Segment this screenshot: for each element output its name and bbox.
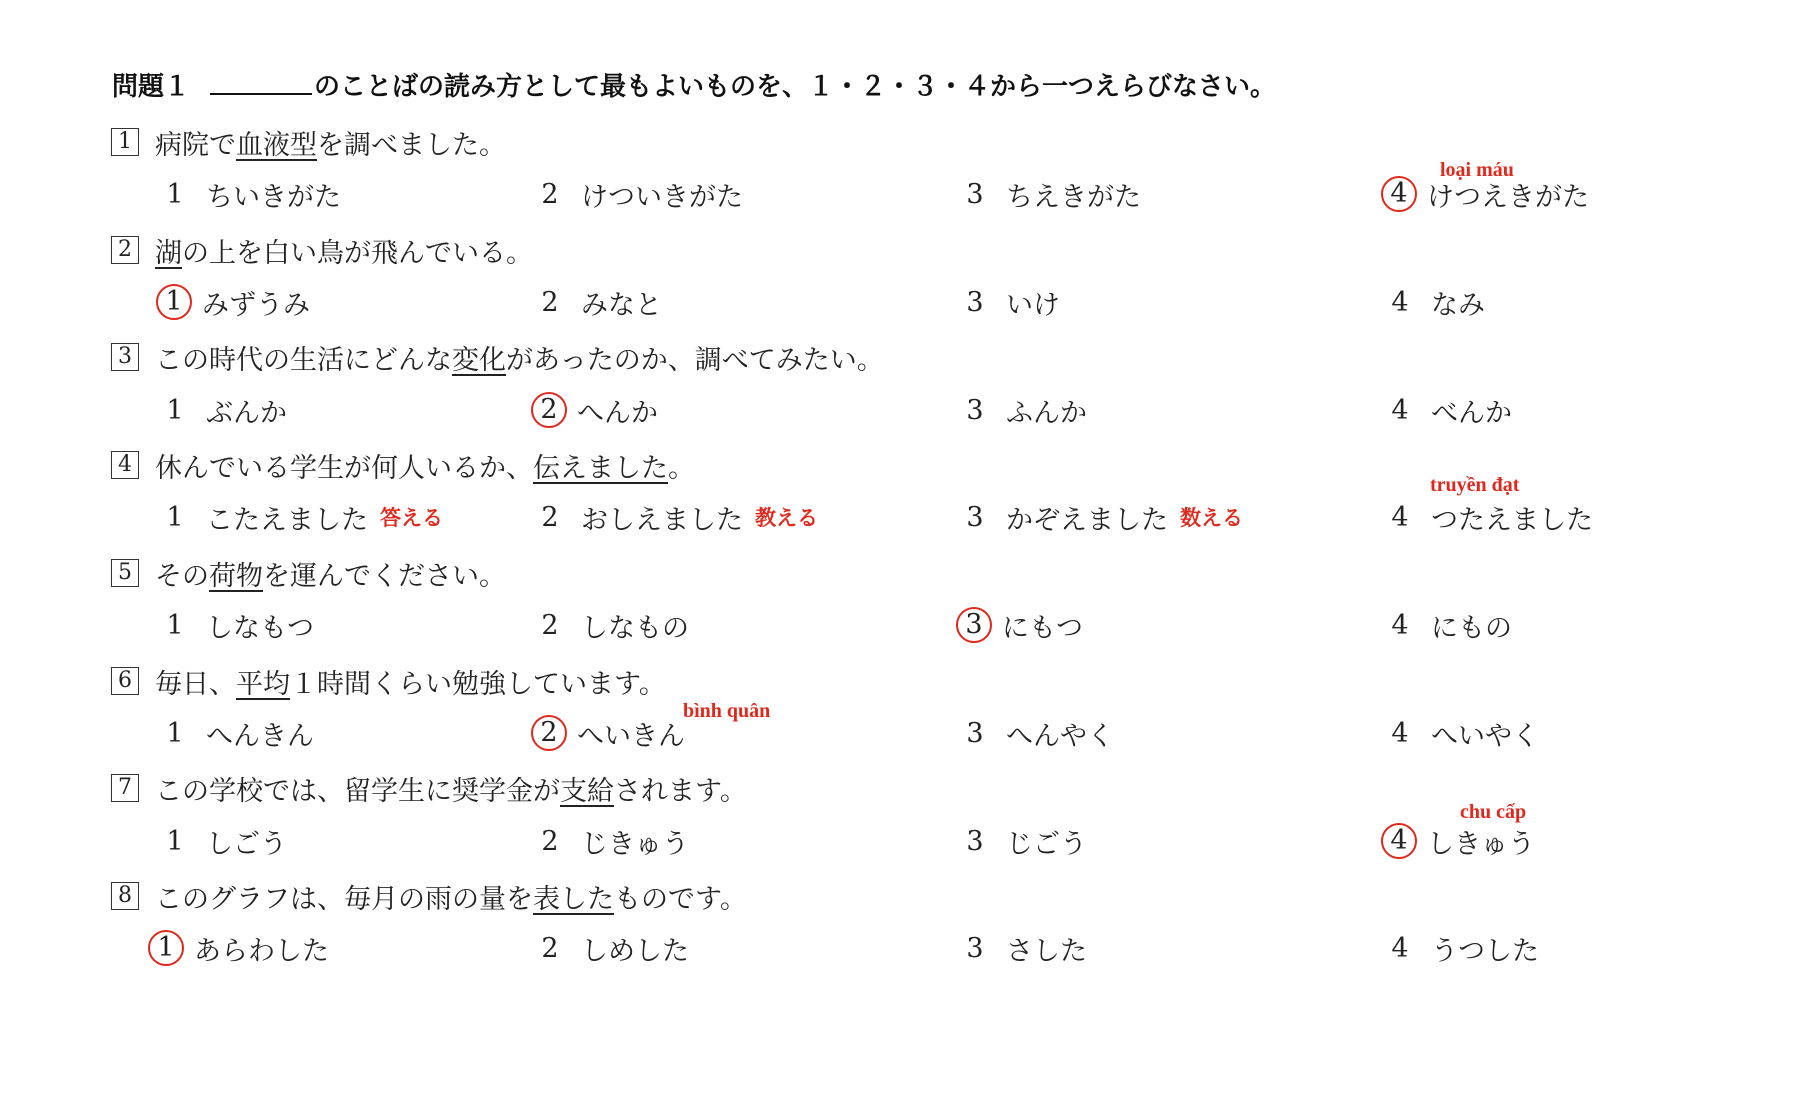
- option-8-4[interactable]: [1385, 928, 1539, 968]
- option-6-3[interactable]: [960, 713, 1114, 753]
- option-text: こたえました: [206, 504, 368, 536]
- question-8: [111, 876, 747, 916]
- option-2-2[interactable]: [535, 282, 662, 322]
- option-number-circled: 4: [1381, 823, 1417, 859]
- option-4-2[interactable]: [535, 497, 818, 537]
- option-number-circled: 2: [531, 715, 567, 751]
- question-number-box: 2: [111, 236, 139, 264]
- option-3-1[interactable]: [160, 390, 287, 430]
- option-8-3[interactable]: [960, 928, 1087, 968]
- option-text: ちいきがた: [206, 181, 341, 213]
- question-text-pre: この時代の生活にどんな: [155, 344, 452, 376]
- kanji-annotation: 数える: [1180, 506, 1243, 530]
- question-number-box: 4: [111, 451, 139, 479]
- question-text-pre: 休んでいる学生が何人いるか、: [155, 452, 533, 484]
- option-number-circled: 4: [1381, 176, 1417, 212]
- option-8-1[interactable]: [152, 928, 329, 968]
- question-7: [111, 768, 747, 808]
- option-text: かぞえました: [1006, 504, 1168, 536]
- question-text-pre: 病院で: [155, 129, 236, 161]
- option-4-3[interactable]: [960, 497, 1243, 537]
- option-text: ちえきがた: [1006, 181, 1141, 213]
- option-6-1[interactable]: [160, 713, 314, 753]
- question-3: [111, 337, 884, 377]
- option-number-circled: 1: [156, 284, 192, 320]
- instruction-text: のことばの読み方として最もよいものを、１・２・３・４から一つえらびなさい。: [314, 72, 1277, 102]
- option-number: 1: [166, 717, 184, 749]
- question-text-post: ものです。: [614, 883, 747, 915]
- option-number: 2: [541, 286, 559, 318]
- option-number: 3: [966, 178, 984, 210]
- question-1: [111, 122, 506, 162]
- question-4: [111, 445, 695, 485]
- question-text-post: 。: [668, 452, 695, 484]
- option-text: しきゅう: [1427, 828, 1535, 860]
- option-text: うつした: [1431, 935, 1539, 967]
- instruction-heading: [112, 66, 1276, 103]
- translation-note-1: loại máu: [1440, 159, 1514, 181]
- option-text: へんきん: [206, 720, 314, 752]
- question-target-word: 表した: [533, 883, 614, 915]
- option-number: 3: [966, 286, 984, 318]
- option-number: 2: [541, 825, 559, 857]
- question-text-post: の上を白い鳥が飛んでいる。: [182, 237, 533, 269]
- blank-line: [210, 71, 312, 95]
- option-number: 4: [1391, 501, 1409, 533]
- option-number: 3: [966, 717, 984, 749]
- question-text-pre: この学校では、留学生に奨学金が: [155, 775, 560, 807]
- option-text: へんやく: [1006, 720, 1114, 752]
- option-7-4[interactable]: [1385, 821, 1535, 861]
- option-number: 2: [541, 501, 559, 533]
- option-text: にもつ: [1002, 612, 1083, 644]
- option-number: 3: [966, 394, 984, 426]
- option-5-4[interactable]: [1385, 605, 1512, 645]
- option-1-1[interactable]: [160, 174, 341, 214]
- option-number: 2: [541, 178, 559, 210]
- option-5-3[interactable]: [960, 605, 1083, 645]
- option-number: 4: [1391, 394, 1409, 426]
- option-number: 3: [966, 825, 984, 857]
- option-text: なみ: [1431, 289, 1485, 321]
- option-number: 1: [166, 394, 184, 426]
- option-5-1[interactable]: [160, 605, 314, 645]
- option-5-2[interactable]: [535, 605, 689, 645]
- option-3-2[interactable]: [535, 390, 658, 430]
- option-number-circled: 2: [531, 392, 567, 428]
- question-number-box: 7: [111, 774, 139, 802]
- question-number-box: 5: [111, 559, 139, 587]
- question-target-word: 湖: [155, 237, 182, 269]
- option-6-2[interactable]: [535, 713, 685, 753]
- option-number-circled: 3: [956, 607, 992, 643]
- option-3-4[interactable]: [1385, 390, 1512, 430]
- option-number: 2: [541, 932, 559, 964]
- option-text: じきゅう: [581, 828, 689, 860]
- question-number-box: 6: [111, 667, 139, 695]
- question-target-word: 血液型: [236, 129, 317, 161]
- option-number: 1: [166, 609, 184, 641]
- option-text: ふんか: [1006, 397, 1087, 429]
- question-5: [111, 553, 506, 593]
- option-number: 1: [166, 501, 184, 533]
- option-7-1[interactable]: [160, 821, 287, 861]
- option-text: べんか: [1431, 397, 1512, 429]
- question-text-post: を運んでください。: [263, 560, 506, 592]
- option-text: しなもつ: [206, 612, 314, 644]
- question-target-word: 荷物: [209, 560, 263, 592]
- option-7-2[interactable]: [535, 821, 689, 861]
- kanji-annotation: 教える: [755, 506, 818, 530]
- option-number: 4: [1391, 717, 1409, 749]
- option-1-2[interactable]: [535, 174, 743, 214]
- question-target-word: 伝えました: [533, 452, 668, 484]
- option-text: へいきん: [577, 720, 685, 752]
- question-text-pre: このグラフは、毎月の雨の量を: [155, 883, 533, 915]
- option-number-circled: 1: [148, 930, 184, 966]
- option-text: みなと: [581, 289, 662, 321]
- option-text: しめした: [581, 935, 689, 967]
- option-text: いけ: [1006, 289, 1060, 321]
- option-number: 4: [1391, 286, 1409, 318]
- option-text: さした: [1006, 935, 1087, 967]
- option-number: 2: [541, 609, 559, 641]
- option-8-2[interactable]: [535, 928, 689, 968]
- option-2-1[interactable]: [160, 282, 310, 322]
- option-text: おしえました: [581, 504, 743, 536]
- option-number: 3: [966, 501, 984, 533]
- translation-note-4: truyền đạt: [1430, 474, 1520, 496]
- question-text-pre: その: [155, 560, 209, 592]
- question-2: [111, 230, 533, 270]
- option-text: へんか: [577, 397, 658, 429]
- option-text: しなもの: [581, 612, 689, 644]
- question-text-post: を調べました。: [317, 129, 506, 161]
- question-target-word: 支給: [560, 775, 614, 807]
- option-number: 1: [166, 178, 184, 210]
- option-number: 4: [1391, 609, 1409, 641]
- translation-note-7: chu cấp: [1460, 801, 1527, 823]
- option-text: ぶんか: [206, 397, 287, 429]
- option-number: 4: [1391, 932, 1409, 964]
- translation-note-6: bình quân: [683, 700, 771, 722]
- option-text: じごう: [1006, 828, 1087, 860]
- option-1-3[interactable]: [960, 174, 1141, 214]
- option-text: へいやく: [1431, 720, 1539, 752]
- option-number: 1: [166, 825, 184, 857]
- option-text: あらわした: [194, 935, 329, 967]
- question-6: [111, 661, 666, 701]
- question-number-box: 3: [111, 343, 139, 371]
- problem-label: 問題１: [112, 72, 191, 102]
- option-3-3[interactable]: [960, 390, 1087, 430]
- question-target-word: 変化: [452, 344, 506, 376]
- option-7-3[interactable]: [960, 821, 1087, 861]
- option-text: にもの: [1431, 612, 1512, 644]
- option-2-4[interactable]: [1385, 282, 1485, 322]
- option-2-3[interactable]: [960, 282, 1060, 322]
- option-4-1[interactable]: [160, 497, 443, 537]
- question-text-post: があったのか、調べてみたい。: [506, 344, 884, 376]
- kanji-annotation: 答える: [380, 506, 443, 530]
- option-text: つたえました: [1431, 504, 1593, 536]
- option-text: しごう: [206, 828, 287, 860]
- option-6-4[interactable]: [1385, 713, 1539, 753]
- option-text: けついきがた: [581, 181, 743, 213]
- question-text-pre: 毎日、: [155, 668, 236, 700]
- option-4-4[interactable]: [1385, 497, 1593, 537]
- option-number: 3: [966, 932, 984, 964]
- question-text-post: されます。: [614, 775, 747, 807]
- question-text-post: １時間くらい勉強しています。: [290, 668, 666, 700]
- question-number-box: 8: [111, 882, 139, 910]
- question-number-box: 1: [111, 128, 139, 156]
- question-target-word: 平均: [236, 668, 290, 700]
- option-text: みずうみ: [202, 289, 310, 321]
- option-text: けつえきがた: [1427, 181, 1589, 213]
